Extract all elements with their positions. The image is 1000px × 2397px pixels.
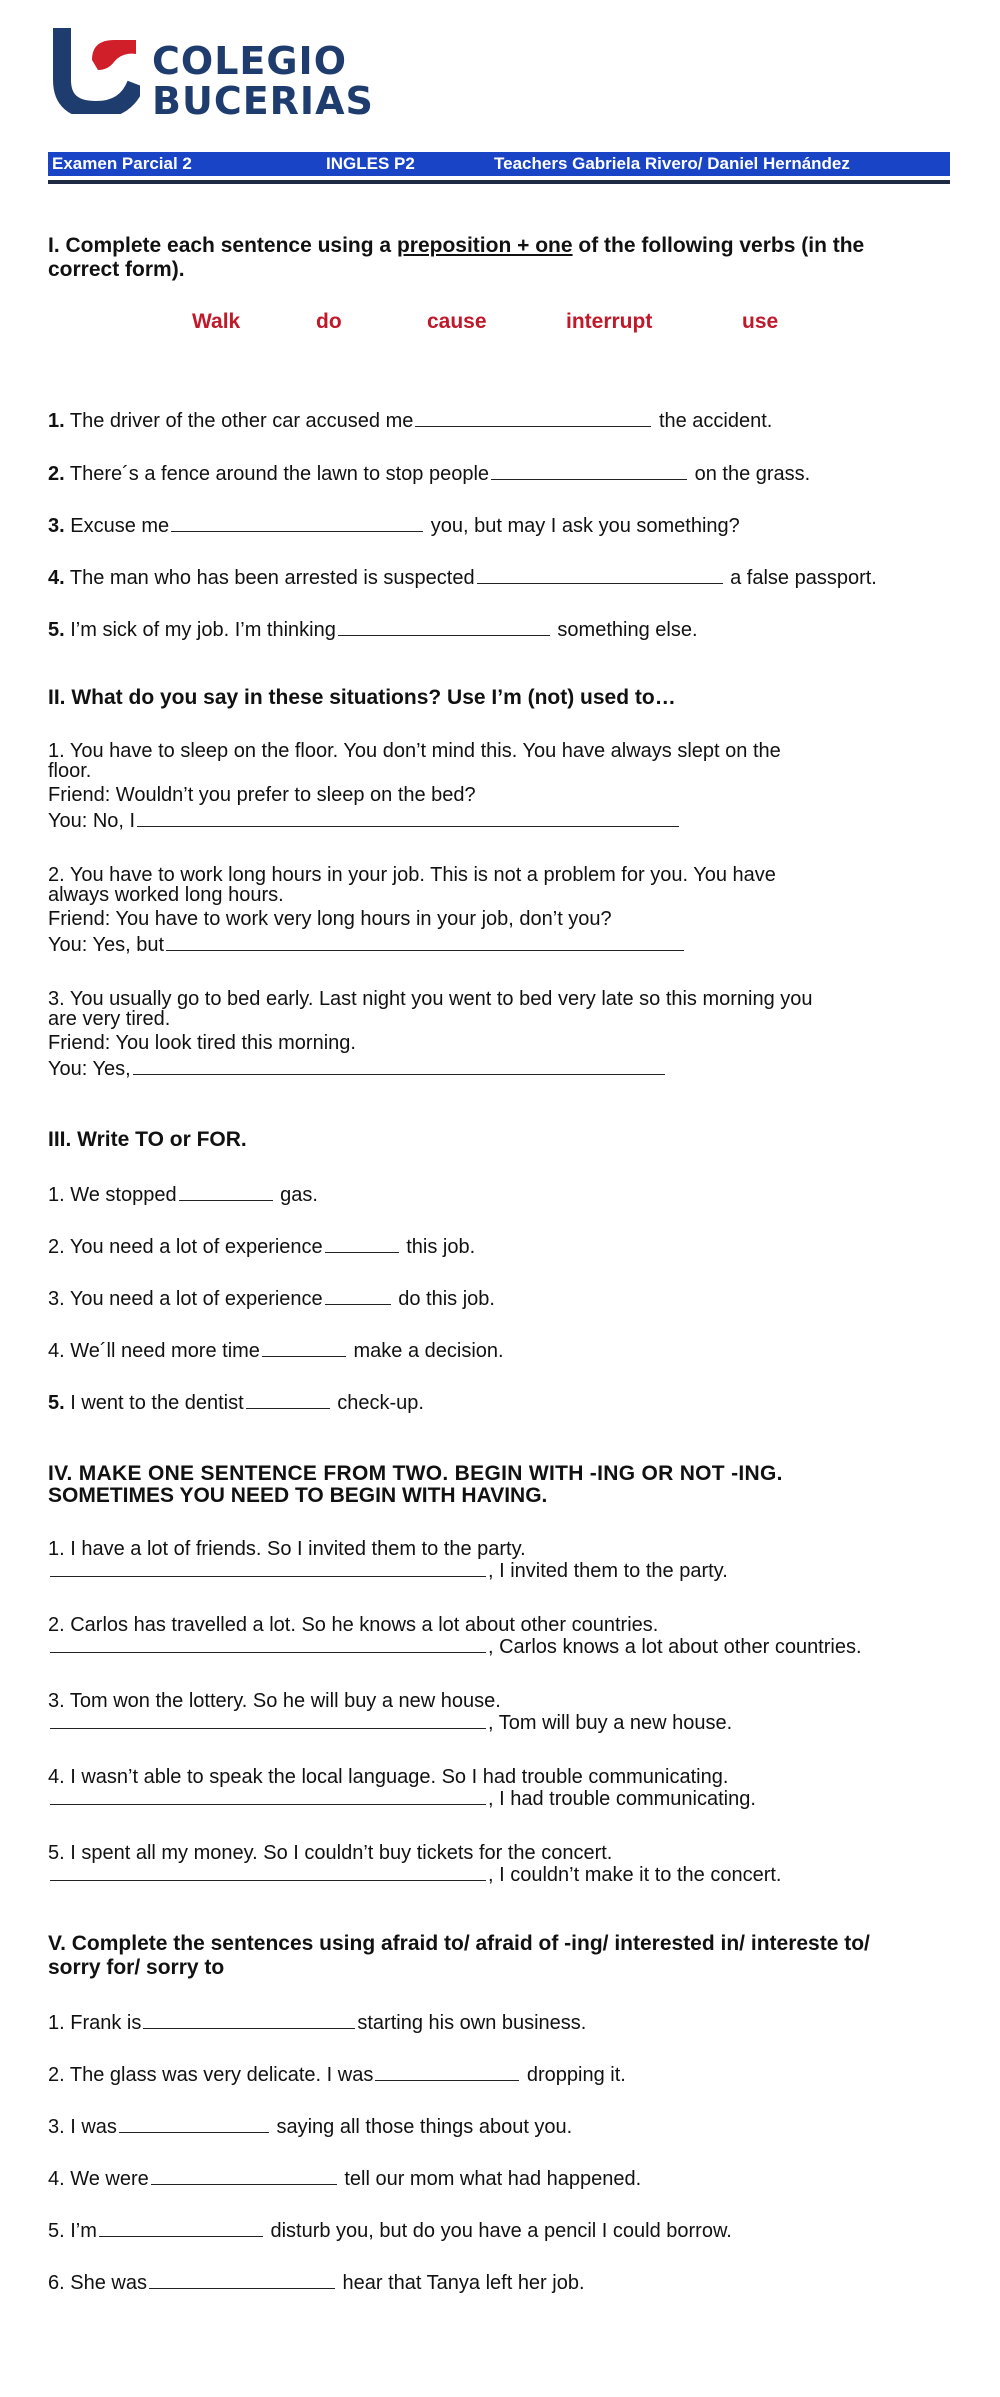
s2-item-3-line1: 3. You usually go to bed early. Last night you went to bed very late so this morning you (48, 988, 813, 1010)
s3-item-3: 3. You need a lot of experience do this job. (48, 1288, 495, 1310)
logo-line1: COLEGIO (152, 39, 347, 83)
answer-blank[interactable] (166, 932, 684, 951)
answer-blank[interactable] (143, 2010, 355, 2029)
s1-item-3: 3. Excuse me you, but may I ask you something? (48, 515, 740, 537)
s3-item-5: 5. I went to the dentist check-up. (48, 1392, 424, 1414)
logo-emblem-icon (52, 24, 140, 114)
course-name: INGLES P2 (326, 154, 415, 173)
answer-blank[interactable] (415, 408, 651, 427)
s5-item-4: 4. We were tell our mom what had happened. (48, 2168, 642, 2190)
answer-blank[interactable] (151, 2166, 337, 2185)
section-2-title: II. What do you say in these situations? Use I’m (not) used to… (48, 686, 676, 709)
s3-item-2: 2. You need a lot of experience this job. (48, 1236, 476, 1258)
exam-name: Examen Parcial 2 (52, 154, 192, 173)
s4-item-2-q: 2. Carlos has travelled a lot. So he knows a lot about other countries. (48, 1614, 659, 1636)
verb-use: use (742, 310, 779, 333)
teachers-name: Teachers Gabriela Rivero/ Daniel Hernández (494, 154, 850, 173)
section-4-title-2: SOMETIMES YOU NEED TO BEGIN WITH HAVING. (48, 1484, 548, 1507)
s1-item-4: 4. The man who has been arrested is suspected a false passport. (48, 567, 877, 589)
s4-item-4-q: 4. I wasn’t able to speak the local language. So I had trouble communicating. (48, 1766, 729, 1788)
s4-item-2-a: , Carlos knows a lot about other countries. (48, 1634, 862, 1659)
s4-item-5-a: , I couldn’t make it to the concert. (48, 1862, 781, 1887)
verb-interrupt: interrupt (566, 310, 653, 333)
s2-item-1-line1: 1. You have to sleep on the floor. You don’t mind this. You have always slept on the (48, 740, 781, 762)
section-5-title-2: sorry for/ sorry to (48, 1956, 225, 1979)
answer-blank[interactable] (50, 1862, 486, 1881)
section-3-title: III. Write TO or FOR. (48, 1128, 247, 1151)
verb-walk: Walk (192, 310, 241, 333)
answer-blank[interactable] (50, 1710, 486, 1729)
s2-item-2-line4: You: Yes, but (48, 932, 686, 957)
answer-blank[interactable] (477, 565, 723, 584)
s4-item-1-q: 1. I have a lot of friends. So I invited them to the party. (48, 1538, 526, 1560)
answer-blank[interactable] (375, 2062, 519, 2081)
verb-do: do (316, 310, 342, 333)
answer-blank[interactable] (179, 1182, 273, 1201)
s4-item-3-a: , Tom will buy a new house. (48, 1710, 732, 1735)
logo-line2: BUCERIAS (152, 79, 374, 123)
s4-item-5-q: 5. I spent all my money. So I couldn’t buy tickets for the concert. (48, 1842, 613, 1864)
s2-item-1-line4: You: No, I (48, 808, 681, 833)
s2-item-3-line2: are very tired. (48, 1008, 171, 1030)
s5-item-6: 6. She was hear that Tanya left her job. (48, 2272, 585, 2294)
answer-blank[interactable] (171, 513, 423, 532)
answer-blank[interactable] (149, 2270, 335, 2289)
s2-item-2-line3: Friend: You have to work very long hours in your job, don’t you? (48, 908, 612, 930)
s4-item-1-a: , I invited them to the party. (48, 1558, 728, 1583)
s5-item-1: 1. Frank is starting his own business. (48, 2012, 587, 2034)
answer-blank[interactable] (50, 1634, 486, 1653)
section-1-title: I. Complete each sentence using a preposition + one of the following verbs (in the (48, 234, 865, 257)
answer-blank[interactable] (99, 2218, 263, 2237)
answer-blank[interactable] (325, 1286, 391, 1305)
s5-item-3: 3. I was saying all those things about you. (48, 2116, 573, 2138)
answer-blank[interactable] (133, 1056, 665, 1075)
answer-blank[interactable] (338, 617, 550, 636)
answer-blank[interactable] (50, 1558, 486, 1577)
header-divider (48, 180, 950, 184)
answer-blank[interactable] (491, 461, 687, 480)
section-5-title-1: V. Complete the sentences using afraid to/ afraid of -ing/ interested in/ intereste to/ (48, 1932, 870, 1955)
s3-item-1: 1. We stopped gas. (48, 1184, 318, 1206)
answer-blank[interactable] (262, 1338, 346, 1357)
verb-cause: cause (427, 310, 487, 333)
section-1-title-cont: correct form). (48, 258, 185, 281)
s2-item-3-line4: You: Yes, (48, 1056, 667, 1081)
s4-item-3-q: 3. Tom won the lottery. So he will buy a new house. (48, 1690, 501, 1712)
answer-blank[interactable] (325, 1234, 399, 1253)
s1-item-5: 5. I’m sick of my job. I’m thinking something else. (48, 619, 698, 641)
s2-item-1-line2: floor. (48, 760, 92, 782)
answer-blank[interactable] (137, 808, 679, 827)
s4-item-4-a: , I had trouble communicating. (48, 1786, 756, 1811)
answer-blank[interactable] (246, 1390, 330, 1409)
answer-blank[interactable] (50, 1786, 486, 1805)
s3-item-4: 4. We´ll need more time make a decision. (48, 1340, 504, 1362)
s2-item-3-line3: Friend: You look tired this morning. (48, 1032, 356, 1054)
section-4-title-1: IV. MAKE ONE SENTENCE FROM TWO. BEGIN WITH -ING OR NOT -ING. (48, 1462, 783, 1485)
s5-item-2: 2. The glass was very delicate. I was dropping it. (48, 2064, 626, 2086)
s2-item-2-line1: 2. You have to work long hours in your job. This is not a problem for you. You have (48, 864, 776, 886)
s1-item-2: 2. There´s a fence around the lawn to stop people on the grass. (48, 463, 811, 485)
school-logo (52, 24, 140, 114)
s5-item-5: 5. I’m disturb you, but do you have a pencil I could borrow. (48, 2220, 732, 2242)
s2-item-1-line3: Friend: Wouldn’t you prefer to sleep on the bed? (48, 784, 476, 806)
s2-item-2-line2: always worked long hours. (48, 884, 284, 906)
answer-blank[interactable] (119, 2114, 269, 2133)
s1-item-1: 1. The driver of the other car accused me the accident. (48, 410, 773, 432)
